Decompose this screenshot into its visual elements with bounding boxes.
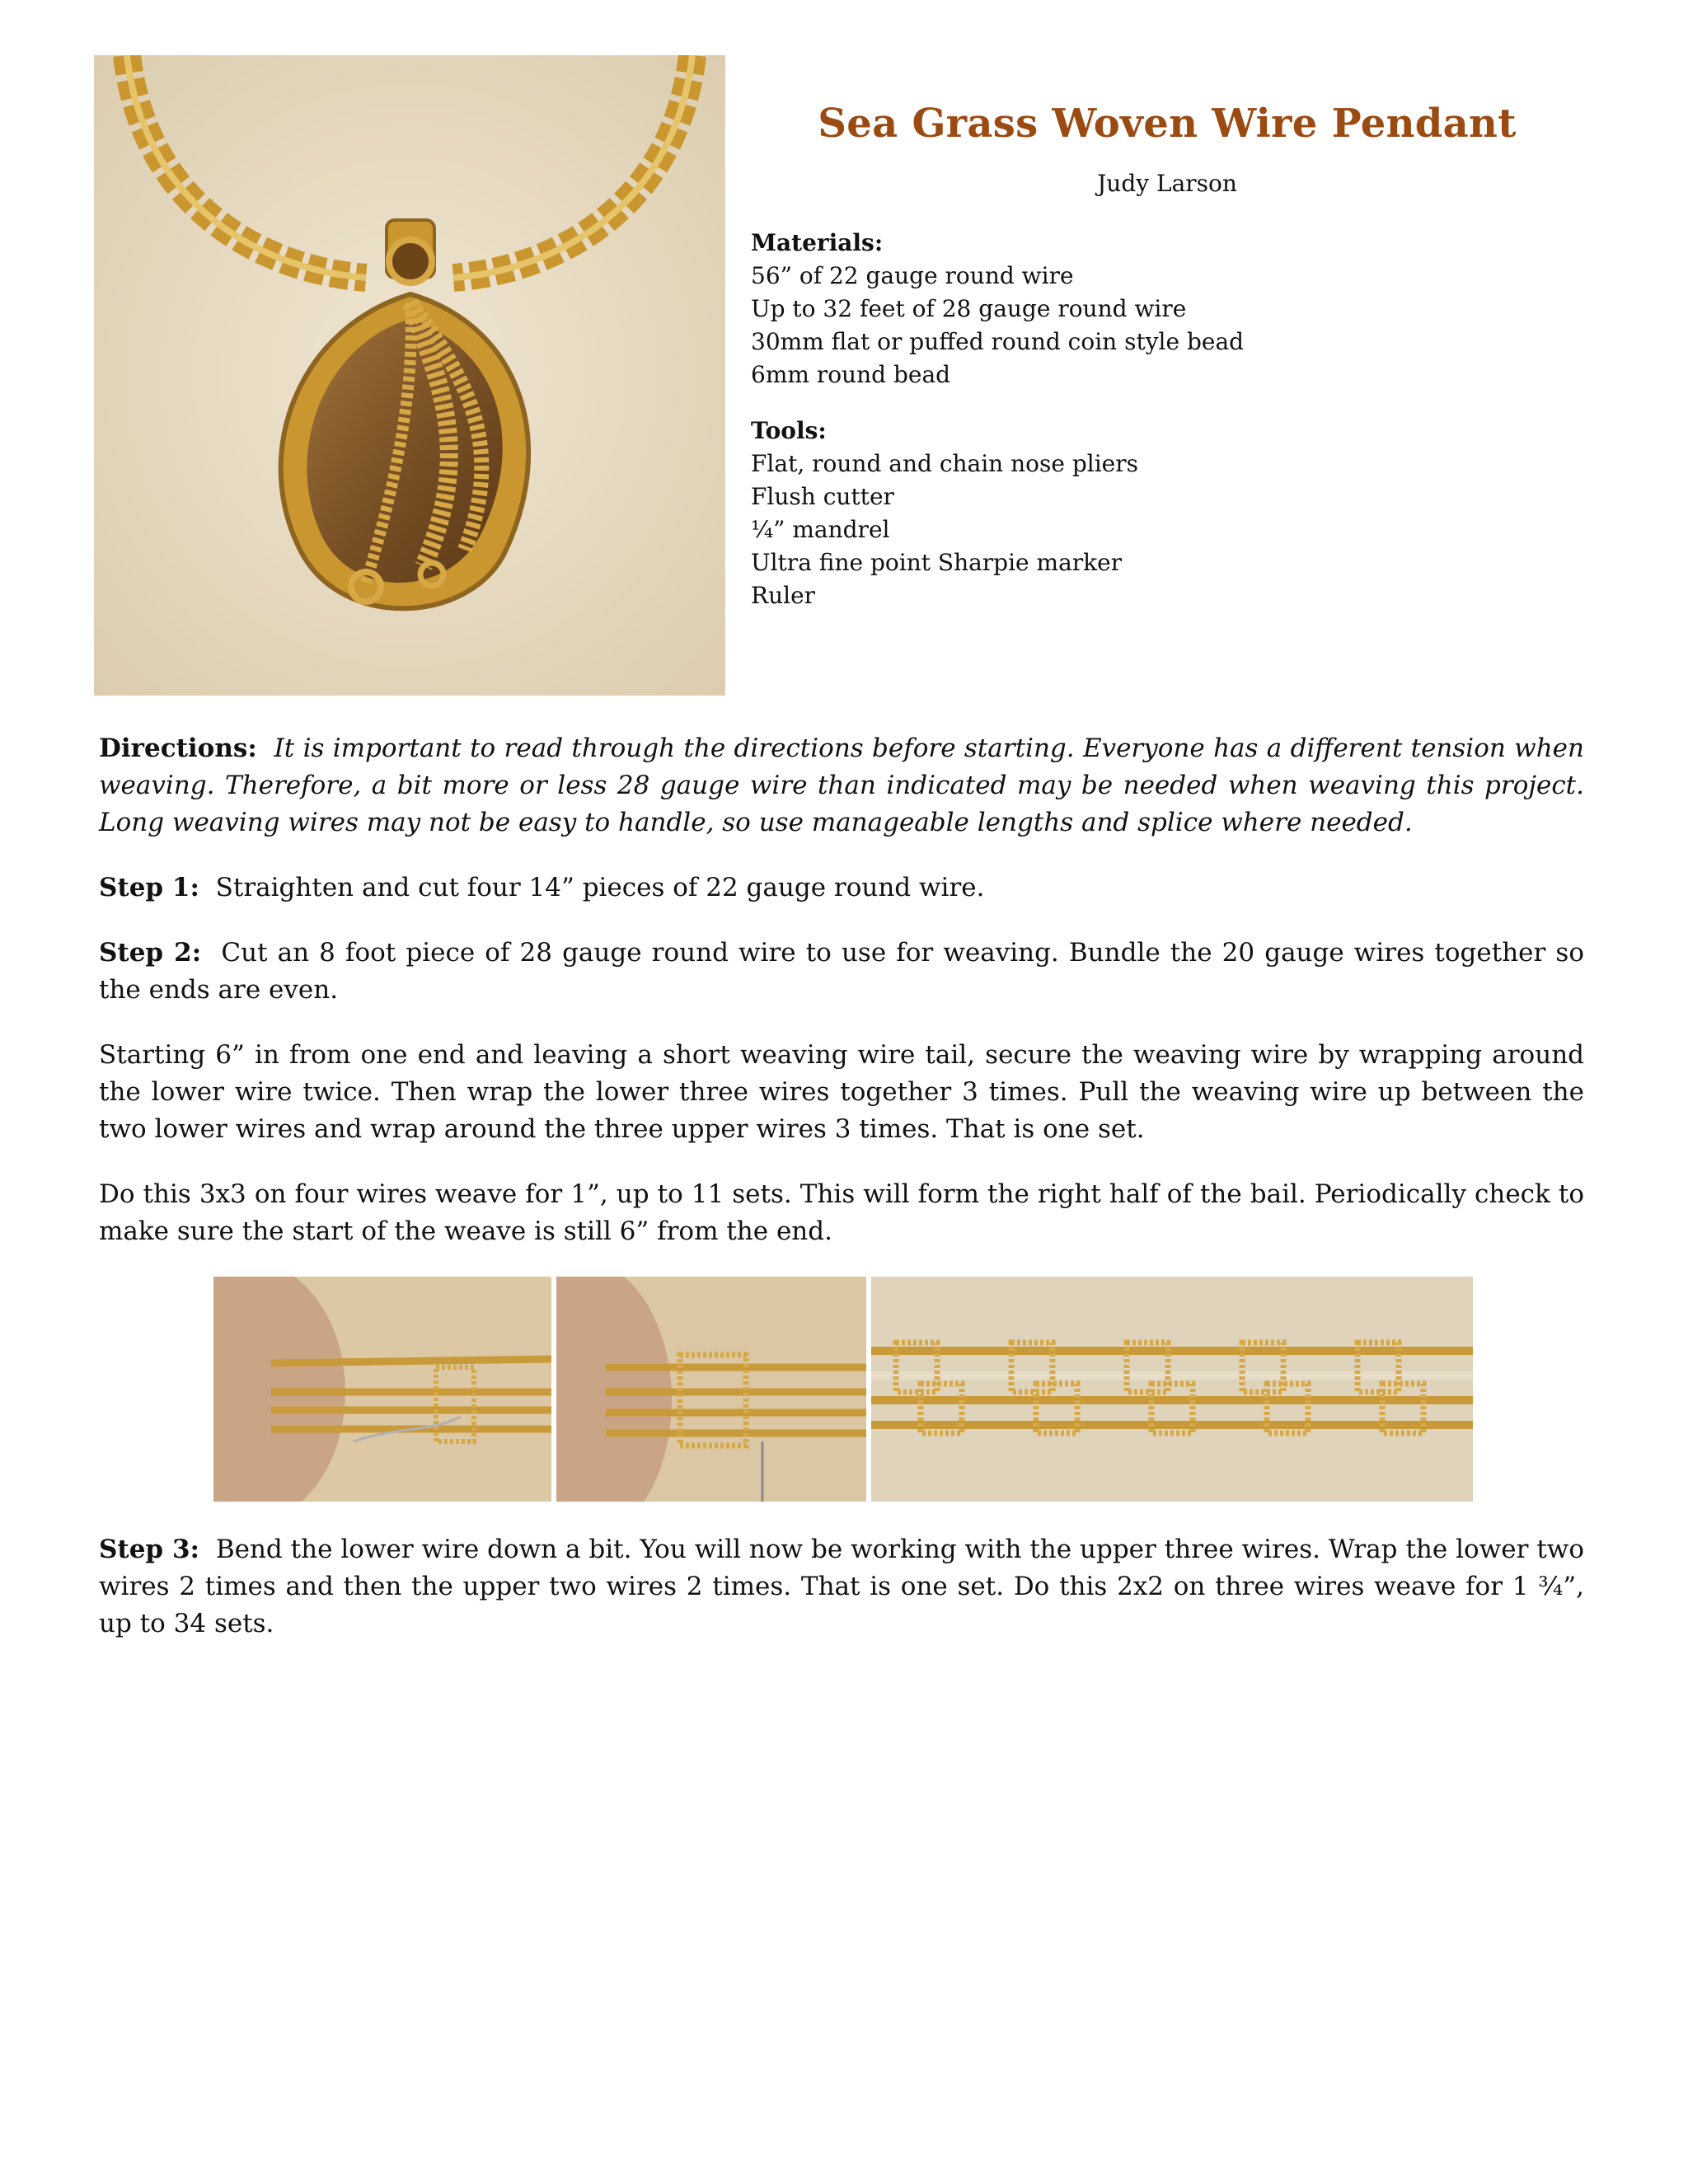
instructions-lower (99, 1531, 1584, 1671)
step1-label: Step 1: (99, 873, 199, 902)
step2-repeat-paragraph: Do this 3x3 on four wires weave for 1”, up to 11 sets. This will form the right half of the bail. Periodically check to make sure the start of the weave is still 6” from the end. (99, 1179, 1584, 1246)
tools-item: Flush cutter (751, 483, 894, 510)
step3-label: Step 3: (99, 1535, 199, 1564)
tools-heading: Tools: (751, 417, 827, 444)
materials-item: 56” of 22 gauge round wire (751, 262, 1074, 289)
materials-heading: Materials: (751, 229, 884, 256)
step2-paragraph (99, 935, 1584, 1009)
tools-item: ¼” mandrel (751, 516, 890, 543)
author-name: Judy Larson (1097, 170, 1237, 197)
step-photo-2 (556, 1277, 866, 1502)
step1-text: Straighten and cut four 14” pieces of 22 gauge round wire. (215, 873, 985, 902)
materials-item: 30mm flat or puffed round coin style bead (751, 328, 1245, 355)
materials-section (751, 227, 1583, 391)
header-column (751, 91, 1583, 612)
step2-text: Cut an 8 foot piece of 28 gauge round wire to use for weaving. Bundle the 20 gauge wires together so the ends are even. (99, 938, 1585, 1005)
step2-detail-paragraph: Starting 6” in from one end and leaving a short weaving wire tail, secure the weaving wire by wrapping around the lower wire twice. Then wrap the lower three wires together 3 times. Pull the weaving wire up between the two lower wires and wrap around the three upper wires 3 times. That is one set. (99, 1040, 1584, 1144)
directions-paragraph (99, 730, 1584, 841)
page-title: Sea Grass Woven Wire Pendant (818, 101, 1517, 147)
directions-label: Directions: (99, 733, 257, 763)
step3-text: Bend the lower wire down a bit. You will now be working with the upper three wires. Wrap the lower two wires 2 times and then the upper two wires 2 times. That is one set. Do this 2x2 on three wires weave for 1 ¾”, up to 34 sets. (99, 1535, 1584, 1638)
step-photo-3 (871, 1277, 1473, 1502)
tools-item: Ultra fine point Sharpie marker (751, 549, 1123, 576)
instructions-upper (99, 730, 1584, 1278)
materials-item: Up to 32 feet of 28 gauge round wire (751, 295, 1187, 322)
step3-paragraph (99, 1531, 1584, 1643)
step-photos-row (213, 1277, 1473, 1502)
step1-paragraph (99, 869, 1584, 907)
directions-text: It is important to read through the directions before starting. Everyone has a different tension when weaving. Therefore, a bit more or less 28 gauge wire than indicated may be needed when weaving this project. Long weaving wires may not be easy to handle, so use manageable lengths and splice where needed. (99, 733, 1584, 837)
tools-item: Flat, round and chain nose pliers (751, 450, 1138, 477)
step2-label: Step 2: (99, 938, 202, 968)
pendant-photo (94, 55, 725, 696)
tools-item: Ruler (751, 582, 816, 609)
tools-section (751, 415, 1583, 612)
materials-item: 6mm round bead (751, 361, 951, 388)
step-photo-1 (213, 1277, 551, 1502)
